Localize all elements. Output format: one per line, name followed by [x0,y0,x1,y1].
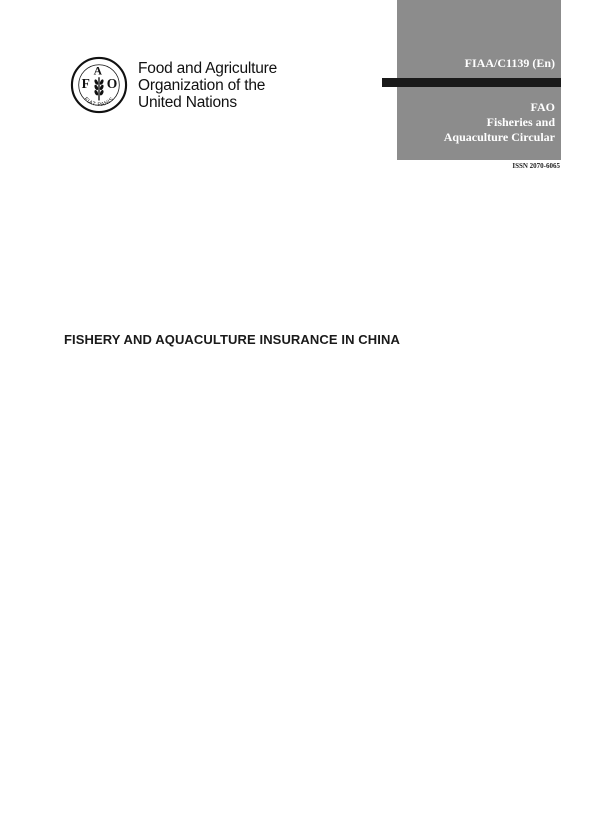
series-divider-bar [382,78,561,87]
series-code: FIAA/C1139 (En) [464,56,555,70]
series-name-line-1: FAO [530,100,555,114]
series-name-line-2: Fisheries and [486,115,555,129]
org-name-line-3: United Nations [138,93,237,111]
org-name-line-2: Organization of the [138,76,266,94]
series-name [444,100,555,145]
issn-number: ISSN 2070-6065 [512,162,560,170]
seal-letter-o: O [106,75,118,91]
organization-name [138,60,277,111]
seal-letter-f: F [81,75,90,91]
series-name-line-3: Aquaculture Circular [443,130,555,144]
fao-seal-icon [70,56,128,114]
seal-letter-a: A [93,64,103,78]
org-name-line-1: Food and Agriculture [138,59,278,77]
seal-motto: FIAT PANIS [82,96,116,109]
fao-logo [70,56,277,114]
document-title: FISHERY AND AQUACULTURE INSURANCE IN CHINA [64,332,400,347]
